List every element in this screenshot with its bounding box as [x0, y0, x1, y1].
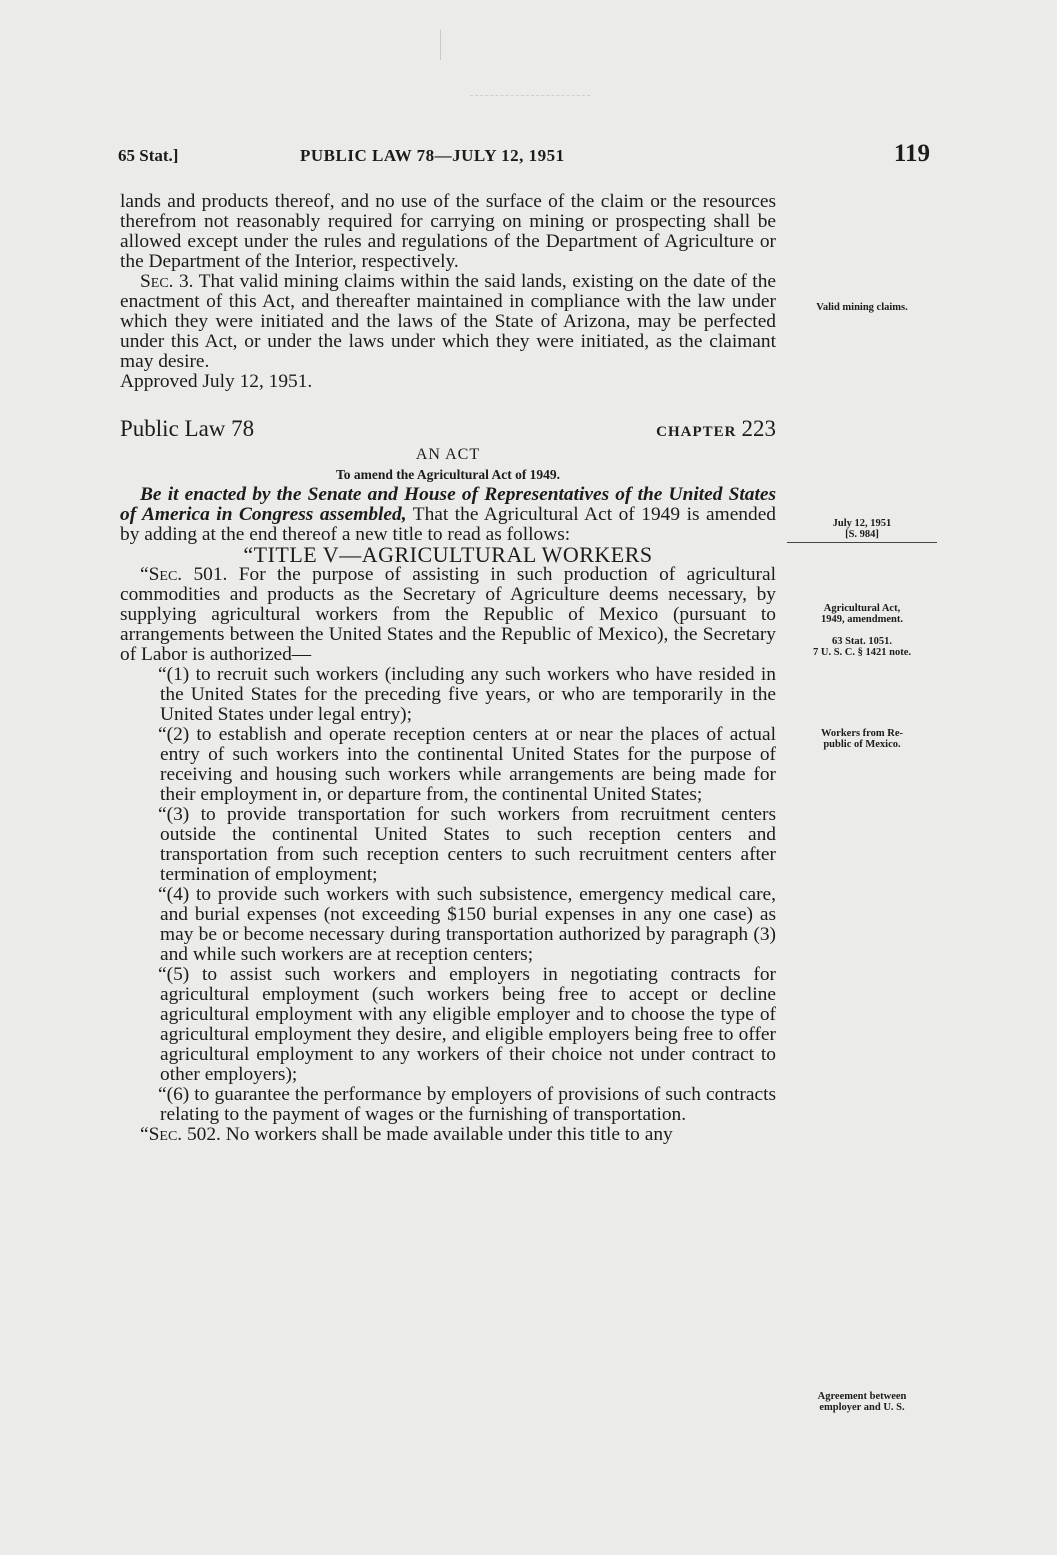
page-header	[118, 140, 940, 174]
sidenote-statute-reference-line1: 63 Stat. 1051.	[831, 636, 893, 647]
sidenote-date-line1: July 12, 1951	[832, 518, 892, 529]
enacting-clause-italic: Be it enacted by the Senate and House of Representatives of the United States of America in Congress assembled,	[120, 484, 776, 525]
approval-line: Approved July 12, 1951.	[120, 371, 313, 392]
title-heading: “TITLE V—AGRICULTURAL WORKERS	[243, 542, 653, 567]
sidenote-agreement-line2: employer and U. S.	[819, 1402, 905, 1413]
section-501	[120, 565, 776, 665]
sidenote-workers-line2: public of Mexico.	[823, 739, 901, 750]
sidenote-date	[787, 518, 937, 543]
chapter-number: 223	[741, 416, 776, 441]
public-law-number: Public Law 78	[120, 416, 255, 441]
section-3	[120, 272, 776, 372]
volume-reference: 65 Stat.]	[118, 146, 179, 165]
enacting-text: That the Agricultural Act of 1949 is amended by adding at the end thereof a new title to read as follows:	[120, 504, 776, 545]
section-501-label: “Sec. 501.	[140, 564, 228, 585]
section-3-label: Sec. 3.	[140, 271, 194, 292]
running-title: PUBLIC LAW 78—JULY 12, 1951	[300, 146, 565, 165]
section-501-text: For the purpose of assisting in such production of agricultural commodities and products as the Secretary of Agriculture deems necessary, by supplying agricultural workers from the Republic of Mexico (pursuant to arrangements between the United States and the Republic of Mexico), the Secretary of Labor is authorized—	[120, 564, 776, 665]
chapter-word: CHAPTER	[656, 424, 737, 440]
section-3-text: That valid mining claims within the said lands, existing on the date of the enactment of this Act, and thereafter maintained in compliance with the law under which they were initiated and the laws of the State of Arizona, may be perfected under this Act, or under the laws under which they were initiated, as the claimant may desire.	[120, 271, 776, 372]
bleed-through-mark	[440, 30, 521, 60]
sidenote-agricultural-act-line1: Agricultural Act,	[823, 603, 901, 614]
sidenote-agricultural-act-line2: 1949, amendment.	[821, 614, 903, 625]
act-purpose: To amend the Agricultural Act of 1949.	[335, 467, 561, 482]
enacting-clause	[120, 485, 776, 545]
sidenote-statute-reference	[787, 636, 937, 658]
an-act-heading: AN ACT	[415, 446, 481, 463]
section-502	[120, 1125, 776, 1145]
paragraph-5: “(5) to assist such workers and employers in negotiating contracts for agricultural employment (such workers being free to accept or decline agricultural employment with any eligible employer and to choose the type of agricultural employment they desire, and eligible employers being free to offer agricultural employment to any workers of their choice not under contract to other employers);	[158, 964, 776, 1085]
law-heading	[120, 416, 776, 445]
paragraph-4: “(4) to provide such workers with such subsistence, emergency medical care, and burial expenses (not exceeding $150 burial expenses in any one case) as may be or become necessary during transportation authorized by paragraph (3) and while such workers are at reception centers;	[158, 884, 776, 965]
sidenote-valid-mining-claims: Valid mining claims.	[816, 302, 908, 313]
sidenote-bill-number: [S. 984]	[787, 529, 937, 543]
sidenote-agreement-line1: Agreement between	[817, 1391, 907, 1402]
bleed-through-mark	[470, 95, 590, 102]
paragraph-1: “(1) to recruit such workers (including any such workers who have resided in the United States for the preceding five years, or who are temporarily in the United States under legal entry);	[158, 664, 776, 725]
main-text	[120, 192, 776, 1145]
sidenote-agreement	[787, 1391, 937, 1413]
sidenote-workers-line1: Workers from Re-	[820, 728, 904, 739]
paragraph-2: “(2) to establish and operate reception centers at or near the places of actual entry of such workers into the continental United States for the purpose of receiving and housing such workers while arrangements are being made for their employment in, or departure from, the continental United States;	[158, 724, 776, 805]
chapter-heading	[656, 416, 776, 442]
section-502-text: No workers shall be made available under this title to any	[225, 1124, 673, 1145]
section-502-label: “Sec. 502.	[140, 1124, 221, 1145]
sidenote-statute-reference-line2: 7 U. S. C. § 1421 note.	[812, 647, 911, 658]
continuation-paragraph: lands and products thereof, and no use of the surface of the claim or the resources therefrom not reasonably required for carrying on mining or prospecting shall be allowed except under the rules and regulations of the Department of Agriculture or the Department of the Interior, respectively.	[120, 191, 776, 272]
sidenote-agricultural-act	[787, 603, 937, 625]
paragraph-3: “(3) to provide transportation for such workers from recruitment centers outside the continental United States to such reception centers and transportation from such reception centers to such recruitment centers after termination of employment;	[158, 804, 776, 885]
page-number: 119	[893, 140, 930, 167]
sidenote-workers-from-mexico	[787, 728, 937, 750]
paragraph-6: “(6) to guarantee the performance by employers of provisions of such contracts relating to the payment of wages or the furnishing of transportation.	[158, 1084, 776, 1125]
